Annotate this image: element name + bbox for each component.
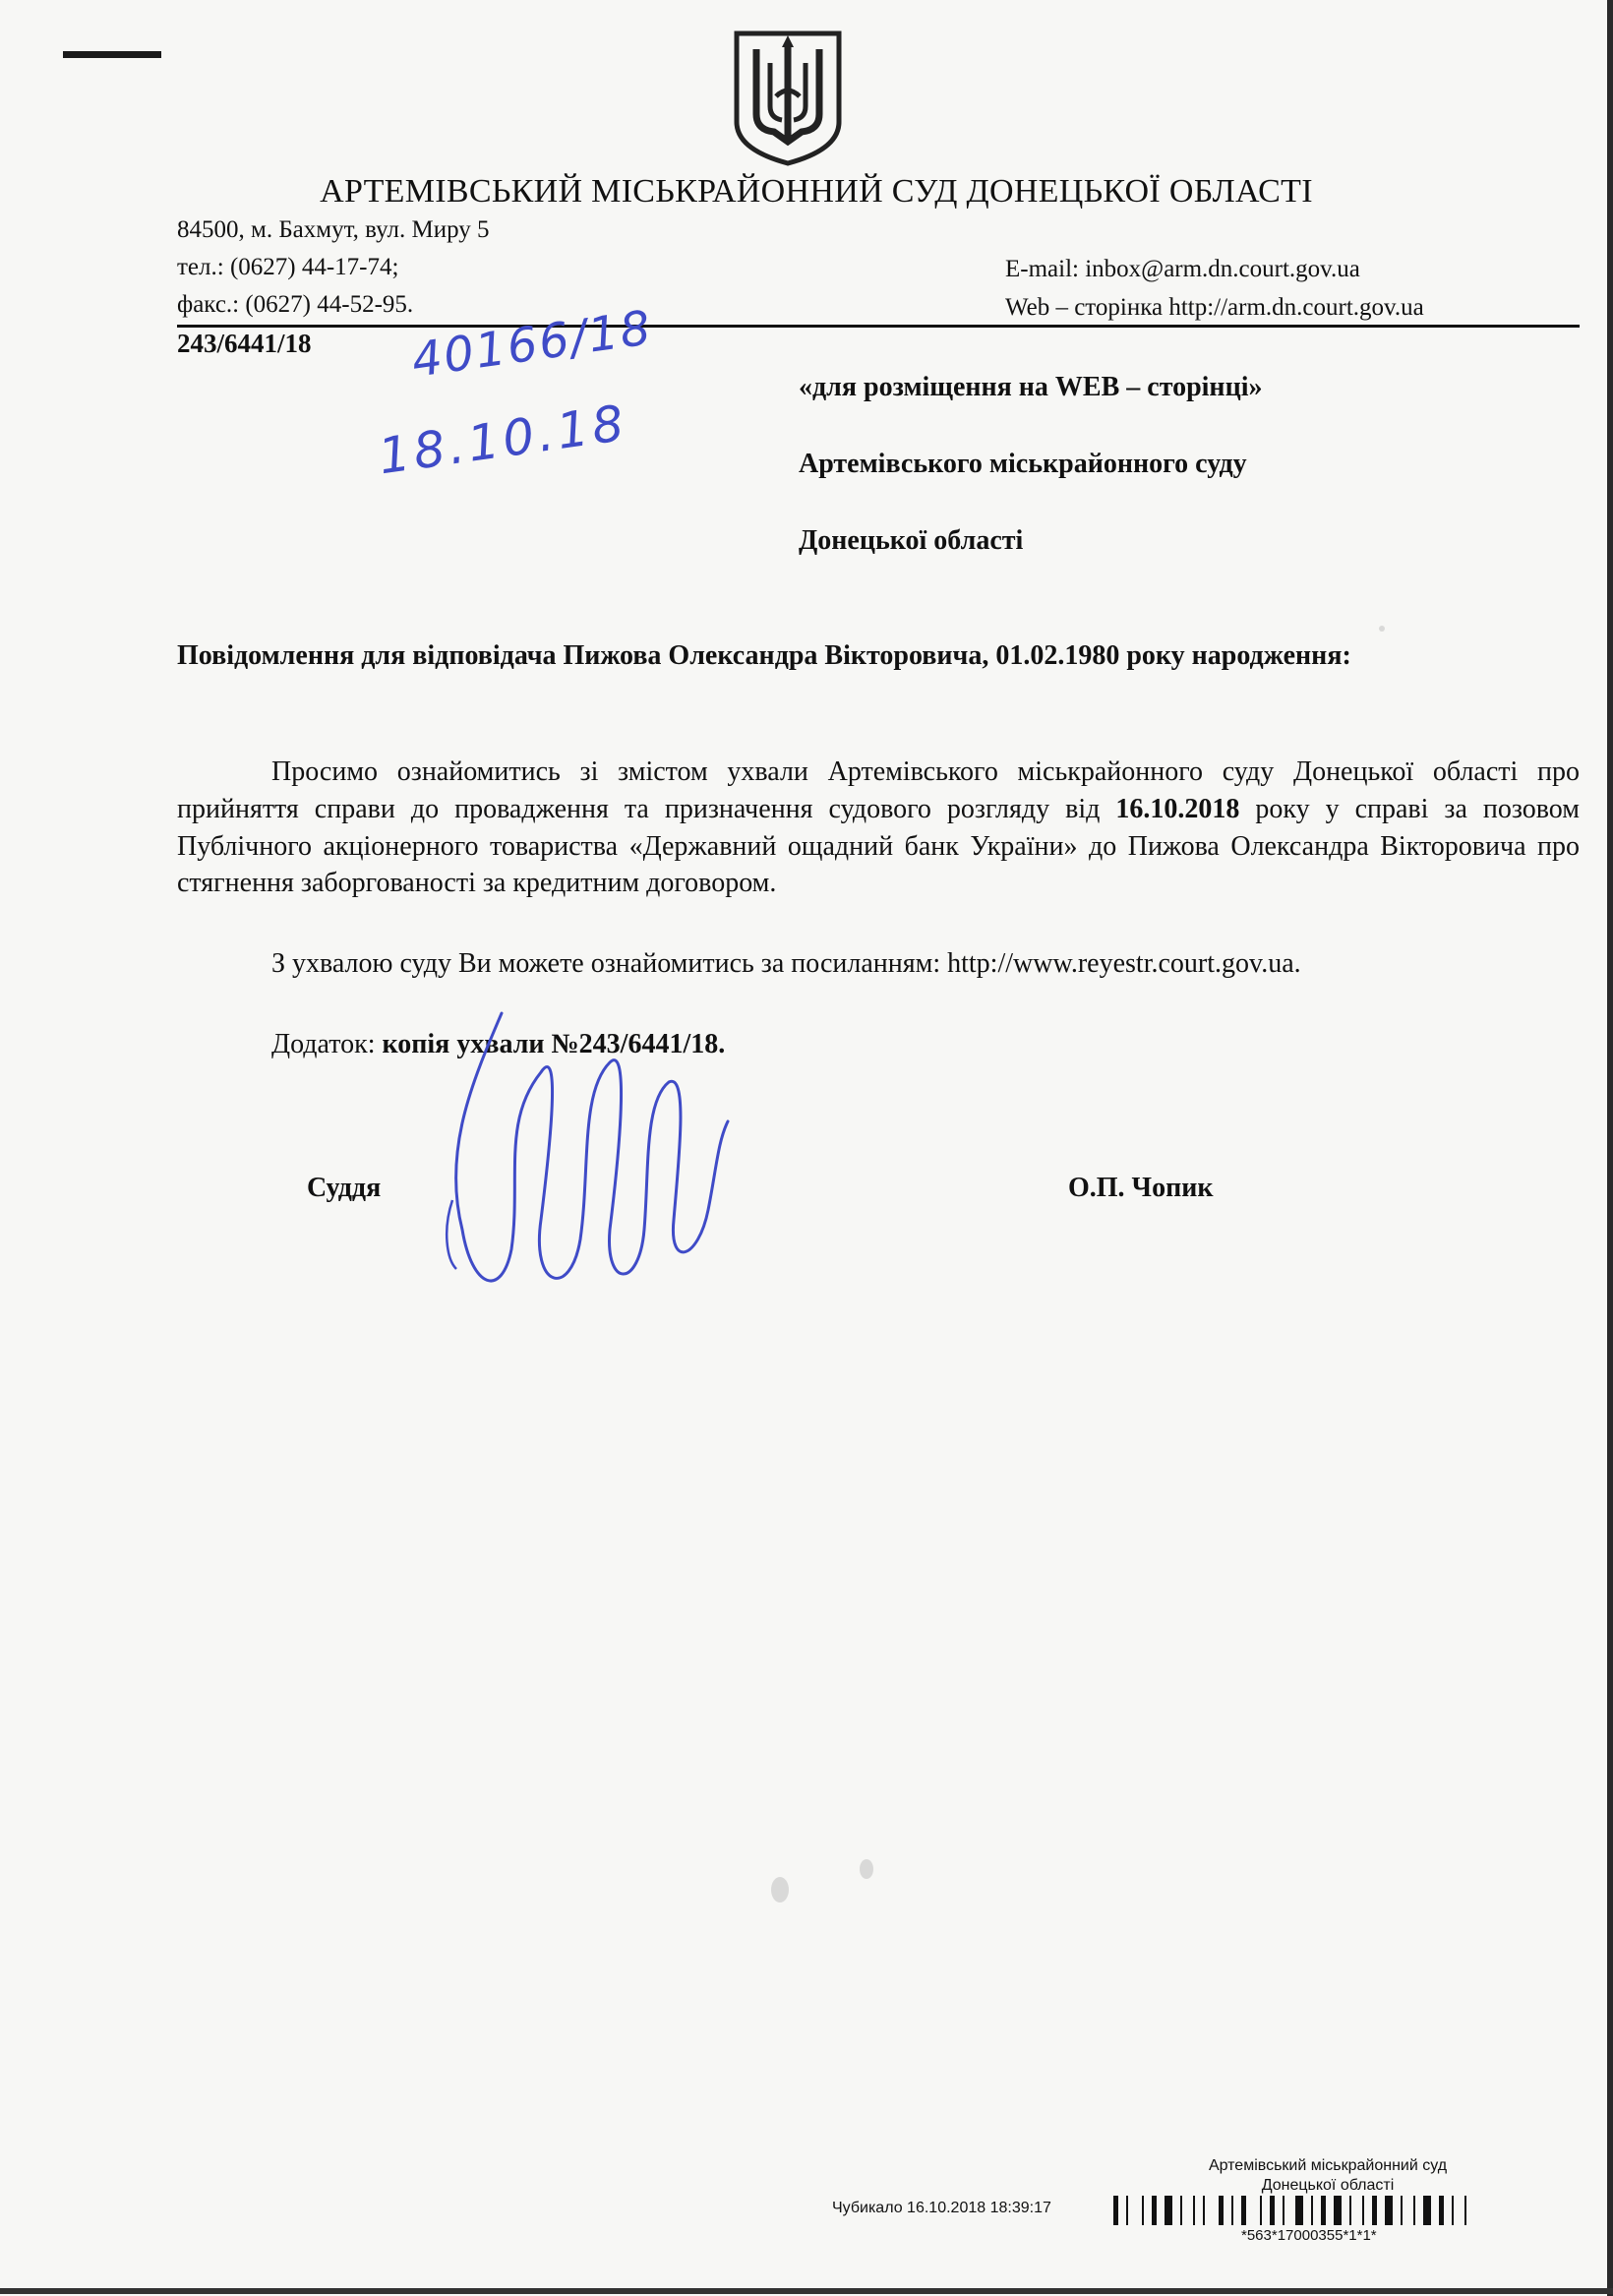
barcode-bar — [1241, 2196, 1246, 2225]
court-website: Web – сторінка http://arm.dn.court.gov.ua — [1005, 294, 1424, 321]
scan-edge-bottom — [0, 2288, 1613, 2294]
attachment-value: копія ухвали №243/6441/18. — [382, 1029, 726, 1059]
case-number: 243/6441/18 — [177, 329, 312, 358]
scan-edge-right — [1607, 0, 1613, 2296]
notice-body — [177, 754, 1580, 902]
scan-speck — [771, 1877, 789, 1903]
barcode-bar — [1372, 2196, 1377, 2225]
notice-body-part2: року у справі за позовом Публічного акціонерного товариства «Державний ощадний банк України» до Пижова Олександра Вікторовича про стягнення заборгованості за кредитним договором. — [177, 793, 1580, 899]
barcode-bar — [1295, 2196, 1303, 2225]
handwritten-registration-number: 40166/18 — [408, 300, 656, 389]
barcode-bar — [1464, 2196, 1466, 2225]
barcode-bar — [1385, 2196, 1393, 2225]
barcode-bar — [1321, 2196, 1326, 2225]
barcode-bar — [1126, 2196, 1128, 2225]
barcode-bar — [1231, 2196, 1233, 2225]
court-fax: факс.: (0627) 44-52-95. — [177, 291, 414, 318]
barcode-icon — [1113, 2196, 1576, 2225]
registry-link-paragraph: З ухвалою суду Ви можете ознайомитись за посиланням: http://www.reyestr.court.gov.ua. — [271, 948, 1301, 979]
court-phone: тел.: (0627) 44-17-74; — [177, 254, 399, 280]
barcode-bar — [1142, 2196, 1144, 2225]
barcode-bar — [1401, 2196, 1403, 2225]
recipient-line-3: Донецької області — [799, 525, 1024, 556]
header-divider — [177, 325, 1580, 328]
hearing-date: 16.10.2018 — [1115, 793, 1240, 824]
judge-name: О.П. Чопик — [1068, 1173, 1214, 1203]
barcode-bar — [1203, 2196, 1205, 2225]
notice-title: Повідомлення для відповідача Пижова Олександра Вікторовича, 01.02.1980 року народження: — [177, 640, 1351, 671]
handwritten-date: 18.10.18 — [375, 393, 631, 486]
trident-emblem-icon — [731, 28, 845, 167]
barcode-bar — [1413, 2196, 1415, 2225]
court-email: E-mail: inbox@arm.dn.court.gov.ua — [1005, 256, 1360, 282]
stamp-court-line-2: Донецької області — [1261, 2177, 1395, 2194]
barcode-bar — [1165, 2196, 1172, 2225]
barcode-bar — [1180, 2196, 1182, 2225]
court-title: АРТЕМІВСЬКИЙ МІСЬКРАЙОННИЙ СУД ДОНЕЦЬКОЇ ОБЛАСТІ — [320, 173, 1313, 210]
barcode-bar — [1152, 2196, 1157, 2225]
barcode-bar — [1113, 2196, 1118, 2225]
barcode-bar — [1219, 2196, 1224, 2225]
scan-speck — [1379, 626, 1385, 632]
court-address: 84500, м. Бахмут, вул. Миру 5 — [177, 216, 490, 243]
barcode-bar — [1193, 2196, 1195, 2225]
barcode-bar — [1283, 2196, 1284, 2225]
registration-clerk-timestamp: Чубикало 16.10.2018 18:39:17 — [832, 2200, 1051, 2216]
barcode-bar — [1349, 2196, 1351, 2225]
barcode-bar — [1452, 2196, 1454, 2225]
scan-speck — [860, 1859, 873, 1879]
barcode-bar — [1423, 2196, 1431, 2225]
scan-artifact-mark — [63, 51, 161, 58]
recipient-line-2: Артемівського міськрайонного суду — [799, 449, 1247, 479]
notice-body-part1: Просимо ознайомитись зі змістом ухвали Артемівського міськрайонного суду Донецької області про прийняття справи до провадження та призначення судового розгляду від — [177, 756, 1580, 824]
judge-label: Суддя — [307, 1173, 382, 1203]
barcode-bar — [1270, 2196, 1275, 2225]
attachment-label: Додаток: — [271, 1029, 383, 1059]
barcode-bar — [1362, 2196, 1364, 2225]
barcode-text: *563*17000355*1*1* — [1241, 2227, 1377, 2244]
recipient-line-1: «для розміщення на WEB – сторінці» — [799, 372, 1263, 402]
barcode-bar — [1439, 2196, 1444, 2225]
barcode-bar — [1260, 2196, 1262, 2225]
stamp-court-line-1: Артемівський міськрайонний суд — [1208, 2157, 1448, 2174]
barcode-bar — [1334, 2196, 1342, 2225]
barcode-bar — [1311, 2196, 1313, 2225]
registration-stamp-court — [1161, 2156, 1495, 2196]
handwritten-signature — [433, 1003, 738, 1308]
